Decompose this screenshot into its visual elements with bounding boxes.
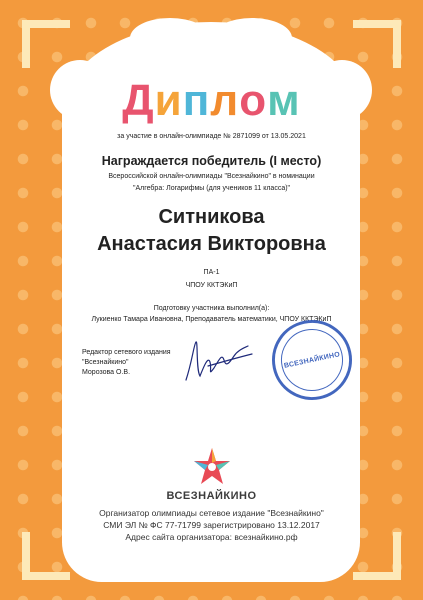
title-letter: и: [154, 76, 183, 125]
nomination-line: "Алгебра: Логарифмы (для учеников 11 класса)": [132, 185, 291, 192]
editor-role: Редактор сетевого издания: [82, 349, 171, 356]
title-letter: п: [182, 76, 211, 125]
star-people-logo-icon: [191, 446, 233, 488]
winner-surname: Ситникова: [158, 206, 265, 228]
editor-name: Морозова О.В.: [82, 369, 131, 376]
teacher-line: Лукиенко Тамара Ивановна, Преподаватель математики, ЧПОУ ККТЭКиП: [91, 316, 332, 323]
institution-line: ЧПОУ ККТЭКиП: [185, 282, 238, 289]
title-letter: Д: [122, 76, 155, 125]
title-letter: м: [267, 76, 301, 125]
editor-org: "Всезнайкино": [82, 359, 129, 366]
editor-block: [82, 348, 171, 378]
title-letter: о: [239, 76, 268, 125]
winner-given-names: Анастасия Викторовна: [97, 233, 326, 255]
diploma-title: [0, 76, 423, 126]
group-line: ПА-1: [203, 269, 220, 276]
round-stamp: [265, 313, 360, 408]
brand-name: ВСЕЗНАЙКИНО: [166, 490, 257, 502]
prepared-label: Подготовку участника выполнил(а):: [153, 305, 270, 312]
title-letter: л: [210, 76, 240, 125]
olympiad-line: Всероссийской онлайн-олимпиады "Всезнайкино" в номинации: [108, 173, 315, 180]
organizer-line: Организатор олимпиады сетевое издание "Всезнайкино": [99, 508, 324, 518]
handwritten-signature: [178, 332, 258, 392]
registration-line: СМИ ЭЛ № ФС 77-71799 зарегистрировано 13.12.2017: [103, 520, 320, 530]
participation-line: за участие в онлайн-олимпиаде № 2871099 от 13.05.2021: [117, 133, 306, 140]
website-line: Адрес сайта организатора: всезнайкино.рф: [125, 532, 298, 542]
award-heading: Награждается победитель (I место): [101, 154, 322, 168]
stamp-text: ВСЕЗНАЙКИНО: [283, 350, 341, 370]
